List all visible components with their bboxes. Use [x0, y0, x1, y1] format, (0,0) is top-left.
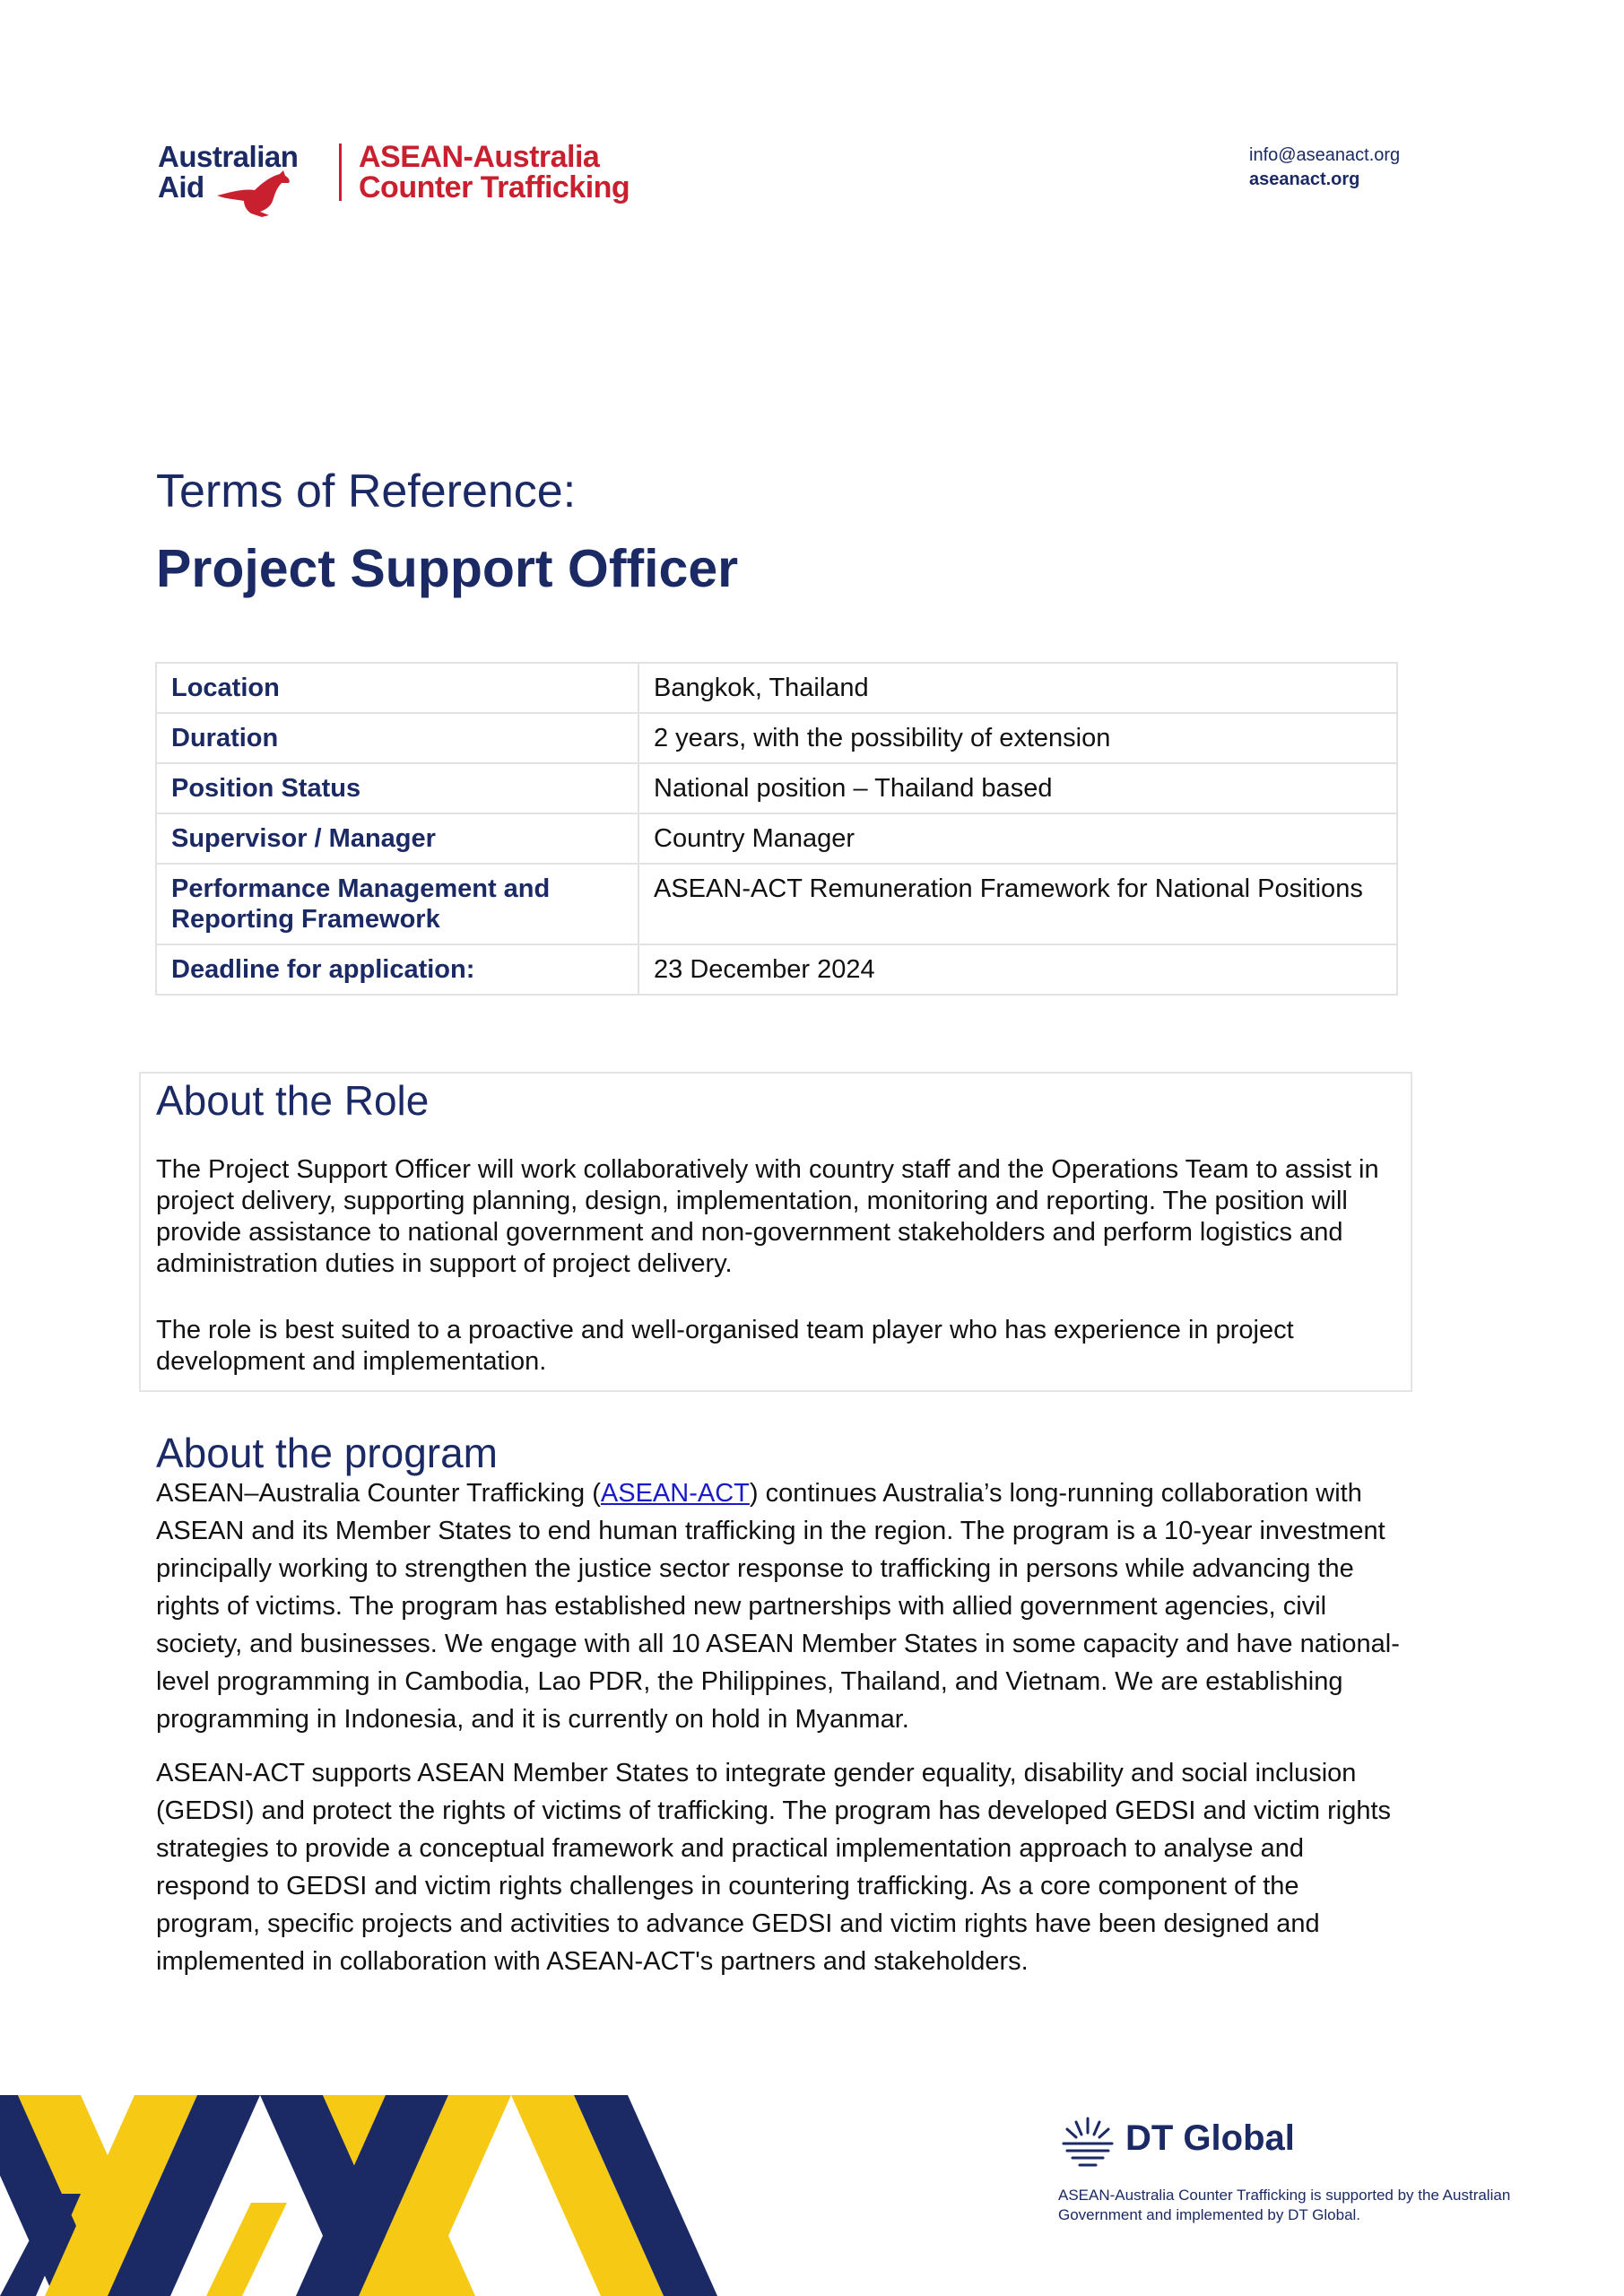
table-row: [156, 813, 1397, 864]
info-table: [155, 662, 1398, 996]
row-key: Position Status: [156, 763, 638, 813]
row-value: ASEAN-ACT Remuneration Framework for National Positions: [638, 864, 1397, 944]
program-p1-text-before: ASEAN–Australia Counter Trafficking (: [156, 1479, 601, 1508]
row-key: Supervisor / Manager: [156, 813, 638, 864]
footer-note: ASEAN-Australia Counter Trafficking is supported by the Australian Government and implemented by DT Global.: [1058, 2187, 1511, 2223]
about-program-paragraph-2: ASEAN-ACT supports ASEAN Member States to integrate gender equality, disability and social inclusion (GEDSI) and protect the rights of victims of trafficking. The program has developed GEDSI and victim rights strategies to provide a conceptual framework and practical implementation approach to analyse and respond to GEDSI and victim rights challenges in countering trafficking. As a core component of the program, specific projects and activities to advance GEDSI and victim rights have been designed and implemented in collaboration with ASEAN-ACT's partners and stakeholders.: [156, 1759, 1392, 1976]
aact-line1: ASEAN-Australia: [359, 140, 600, 174]
row-value: 23 December 2024: [638, 944, 1397, 995]
row-key: Performance Management and Reporting Framework: [156, 864, 638, 944]
contact-block: [1249, 144, 1400, 192]
dt-global-logo-icon: [1058, 2115, 1117, 2169]
page-title: Project Support Officer: [156, 539, 739, 598]
about-program-heading: About the program: [156, 1430, 499, 1476]
row-value: National position – Thailand based: [638, 763, 1397, 813]
table-row: [156, 713, 1397, 763]
table-row: [156, 864, 1397, 944]
contact-website[interactable]: aseanact.org: [1249, 170, 1360, 189]
row-key: Duration: [156, 713, 638, 763]
table-row: [156, 663, 1397, 713]
decorative-stripes: [0, 2095, 744, 2296]
program-p1-text-after: ) continues Australia’s long-running collaboration with ASEAN and its Member States to end human trafficking in the region. The program is a 10-year investment principally working to strengthen the justice sector response to trafficking in persons while advancing the rights of victims. The program has established new partnerships with allied government agencies, civil society, and businesses. We engage with all 10 ASEAN Member States in some capacity and have national-level programming in Cambodia, Lao PDR, the Philippines, Thailand, and Vietnam. We are establishing programming in Indonesia, and it is currently on hold in Myanmar.: [156, 1479, 1400, 1734]
document-subtitle: Terms of Reference:: [156, 465, 577, 517]
row-value: Bangkok, Thailand: [638, 663, 1397, 713]
row-key: Deadline for application:: [156, 944, 638, 995]
kangaroo-icon: [213, 169, 296, 219]
row-value: 2 years, with the possibility of extension: [638, 713, 1397, 763]
about-program-paragraph-1: [156, 1474, 1403, 1738]
row-key: Location: [156, 663, 638, 713]
contact-email[interactable]: info@aseanact.org: [1249, 145, 1401, 165]
aus-aid-line2: Aid: [158, 170, 204, 204]
about-role-paragraph-1: The Project Support Officer will work collaboratively with country staff and the Operations Team to assist in project delivery, supporting planning, design, implementation, monitoring and reporting. The position will provide assistance to national government and non-government stakeholders and perform logistics and administration duties in support of project delivery.: [156, 1155, 1379, 1278]
about-role-heading: About the Role: [156, 1077, 430, 1124]
asean-act-logo: [359, 142, 630, 203]
table-row: [156, 944, 1397, 995]
asean-act-link[interactable]: ASEAN-ACT: [600, 1479, 750, 1508]
aus-aid-line1: Australian: [158, 140, 299, 173]
about-role-paragraph-2: The role is best suited to a proactive and well-organised team player who has experience in project development and implementation.: [156, 1316, 1294, 1376]
aact-line2: Counter Trafficking: [359, 170, 630, 204]
table-row: [156, 763, 1397, 813]
logo-divider: [339, 144, 342, 201]
row-value: Country Manager: [638, 813, 1397, 864]
dt-global-logo-text: DT Global: [1125, 2118, 1295, 2158]
